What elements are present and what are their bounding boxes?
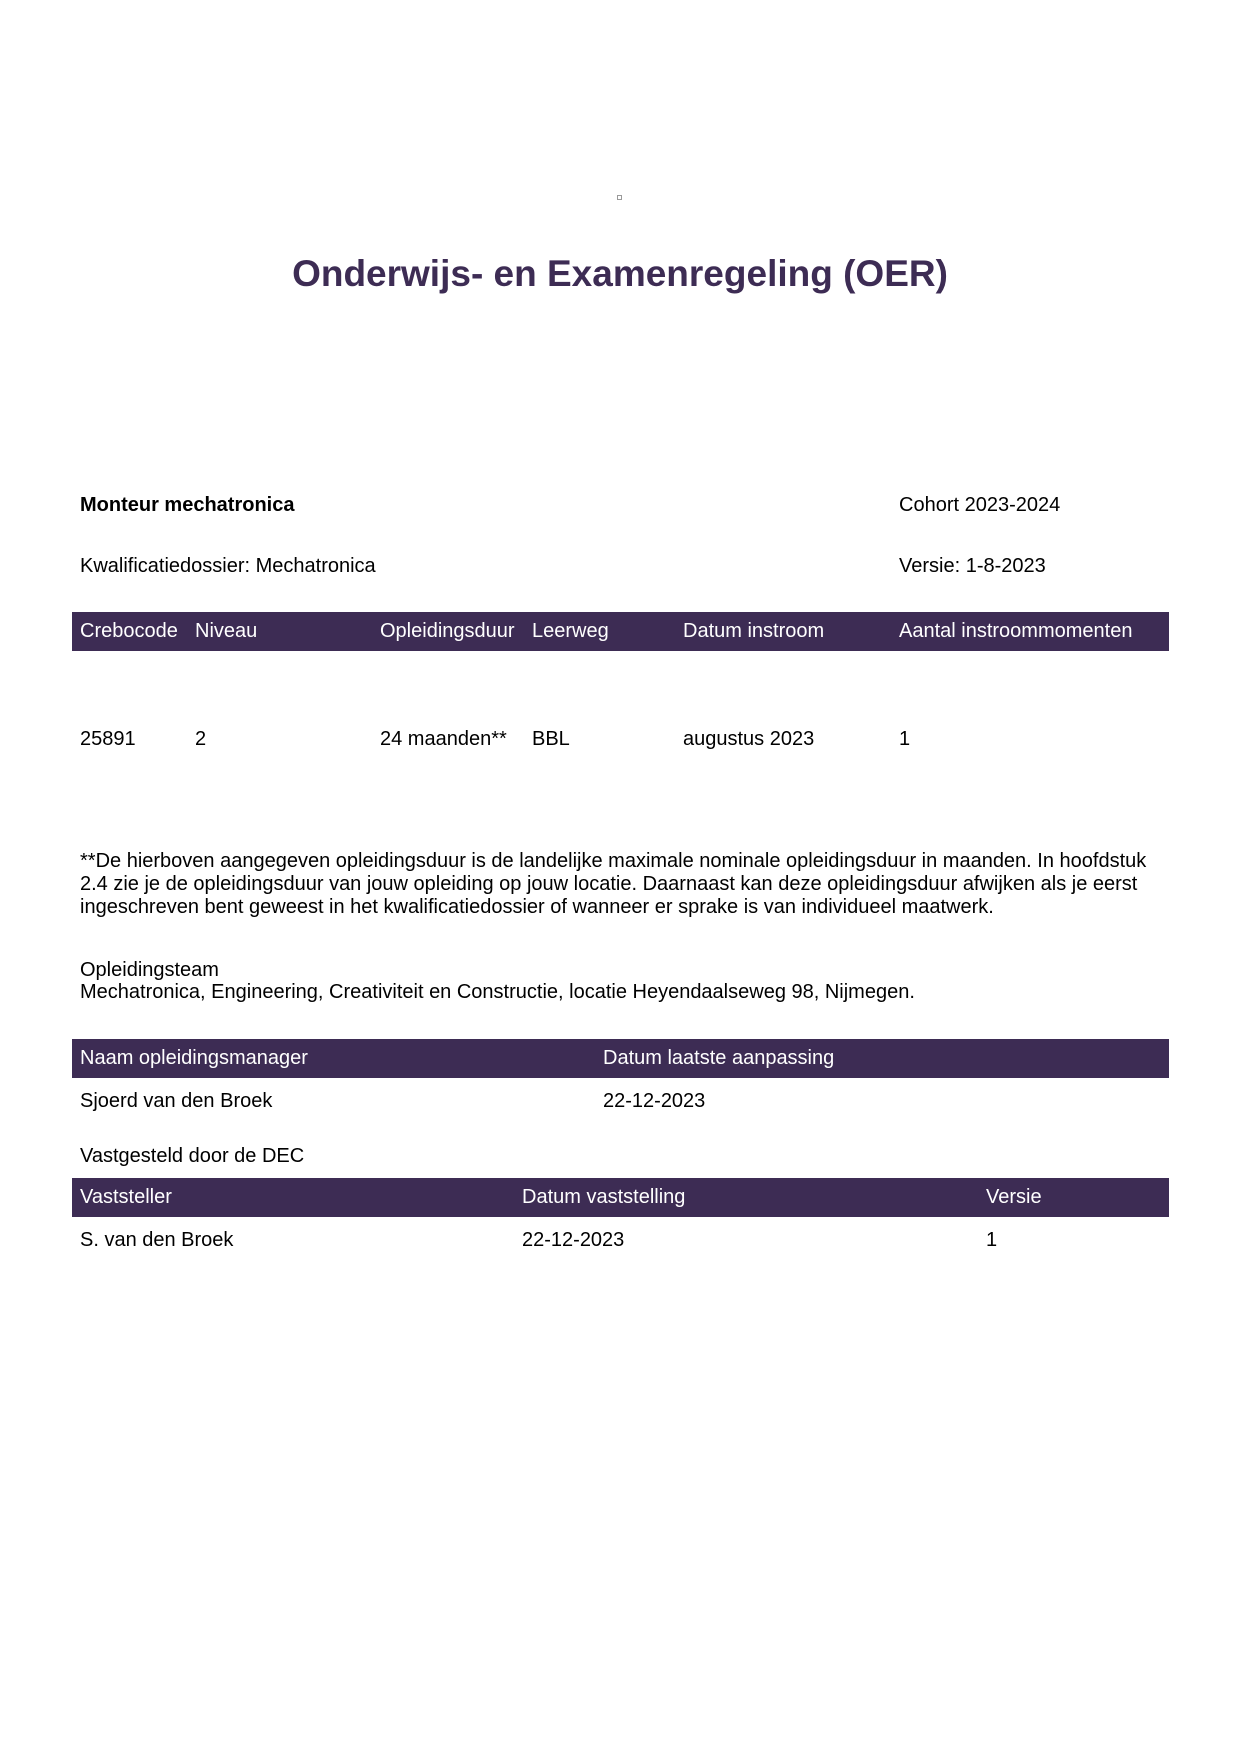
cohort-label: Cohort 2023-2024: [899, 494, 1061, 516]
manager-table-header: [72, 1039, 1169, 1078]
cell-aantal-instroommomenten: 1: [899, 728, 911, 750]
header-datum-laatste-aanpassing: Datum laatste aanpassing: [603, 1047, 835, 1069]
cell-leerweg: BBL: [532, 728, 570, 750]
cell-crebocode: 25891: [80, 728, 136, 750]
program-name: Monteur mechatronica: [80, 494, 295, 516]
header-niveau: Niveau: [195, 620, 258, 642]
header-datum-vaststelling: Datum vaststelling: [522, 1186, 686, 1208]
cell-manager-datum: 22-12-2023: [603, 1090, 706, 1112]
cell-manager-naam: Sjoerd van den Broek: [80, 1090, 273, 1112]
header-vaststeller: Vaststeller: [80, 1186, 172, 1208]
dec-label: Vastgesteld door de DEC: [80, 1145, 305, 1167]
cell-vaststeller: S. van den Broek: [80, 1229, 234, 1251]
header-crebocode: Crebocode: [80, 620, 178, 642]
footnote-paragraph: **De hierboven aangegeven opleidingsduur is de landelijke maximale nominale opleidingsduur in maanden. In hoofdstuk 2.4 zie je de opleidingsduur van jouw opleiding op jouw locatie. Daarnaast kan deze opleidingsduur afwijken als je eerst ingeschreven bent geweest in het kwalificatiedossier of wanneer er sprake is van individueel maatwerk.: [80, 850, 1147, 918]
version-label: Versie: 1-8-2023: [899, 555, 1046, 577]
cell-versie: 1: [986, 1229, 998, 1251]
page-title: Onderwijs- en Examenregeling (OER): [292, 253, 948, 294]
header-naam-opleidingsmanager: Naam opleidingsmanager: [80, 1047, 308, 1069]
cell-datum-vaststelling: 22-12-2023: [522, 1229, 625, 1251]
team-description: Mechatronica, Engineering, Creativiteit en Constructie, locatie Heyendaalseweg 98, Nijmegen.: [80, 981, 915, 1003]
header-datum-instroom: Datum instroom: [683, 620, 825, 642]
logo-placeholder-image: [617, 195, 622, 200]
header-versie: Versie: [986, 1186, 1042, 1208]
header-aantal-instroommomenten: Aantal instroommomenten: [899, 620, 1133, 642]
cell-niveau: 2: [195, 728, 207, 750]
header-opleidingsduur: Opleidingsduur: [380, 620, 515, 642]
cell-datum-instroom: augustus 2023: [683, 728, 815, 750]
program-table-header: [72, 612, 1169, 651]
team-label: Opleidingsteam: [80, 959, 219, 981]
qualification-file: Kwalificatiedossier: Mechatronica: [80, 555, 376, 577]
header-leerweg: Leerweg: [532, 620, 609, 642]
cell-opleidingsduur: 24 maanden**: [380, 728, 507, 750]
dec-table-header: [72, 1178, 1169, 1217]
